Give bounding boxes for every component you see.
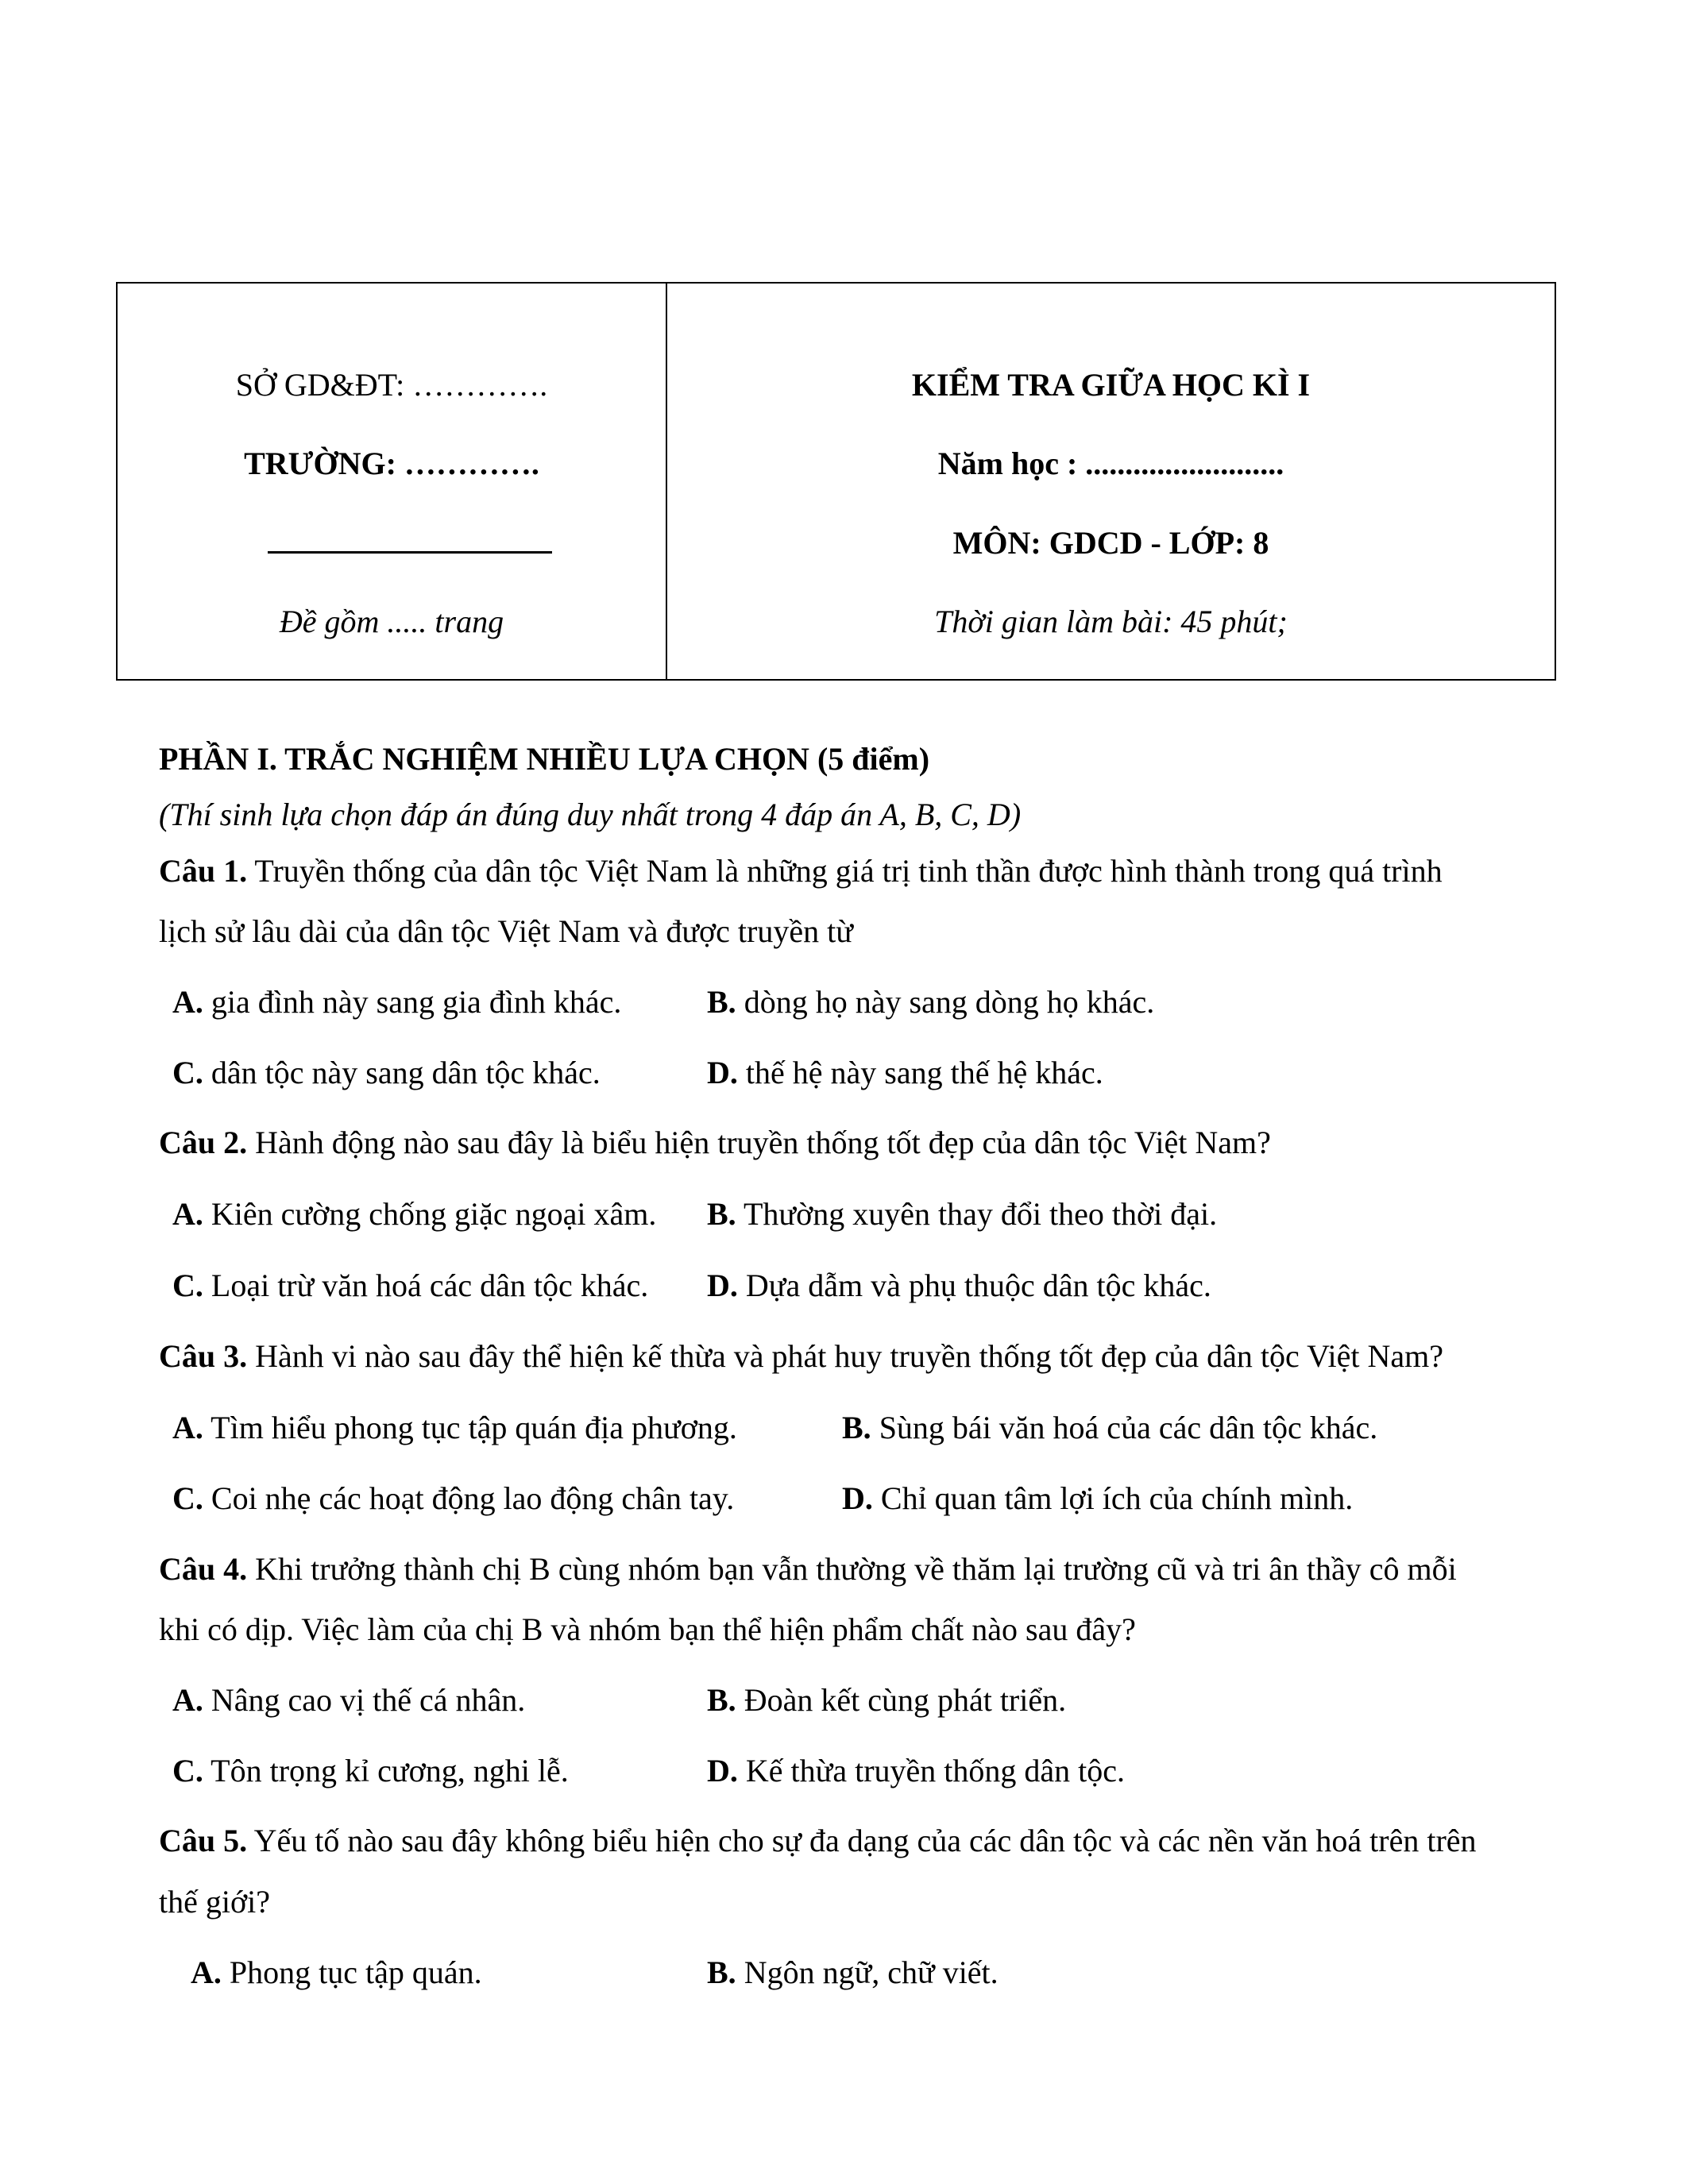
option-letter: B. [842, 1410, 871, 1445]
question-5-option-b [707, 1954, 999, 1992]
question-text: Yếu tố nào sau đây không biểu hiện cho sự đa dạng của các dân tộc và các nền văn hoá trên trên [247, 1823, 1477, 1858]
question-2-option-b [707, 1195, 1217, 1233]
question-1-option-d [707, 1054, 1103, 1092]
option-letter: A. [172, 1410, 203, 1445]
option-text: Tôn trọng kỉ cương, nghi lễ. [203, 1753, 569, 1788]
question-5-option-a [191, 1954, 482, 1992]
option-text: Sùng bái văn hoá của các dân tộc khác. [871, 1410, 1378, 1445]
question-3-option-d [842, 1480, 1353, 1518]
duration-line: Thời gian làm bài: 45 phút; [934, 604, 1288, 639]
question-3-option-b [842, 1409, 1377, 1447]
question-1-option-c [172, 1054, 601, 1092]
option-text: Tìm hiểu phong tục tập quán địa phương. [203, 1410, 737, 1445]
option-letter: A. [172, 984, 203, 1020]
question-5-line-2: thế giới? [159, 1884, 270, 1920]
question-2-option-c [172, 1267, 648, 1305]
school-year: Năm học : ......................... [937, 446, 1284, 481]
option-text: thế hệ này sang thế hệ khác. [737, 1055, 1103, 1090]
option-text: Kiên cường chống giặc ngoại xâm. [203, 1196, 657, 1232]
header-left-cell [118, 284, 667, 679]
option-text: Chỉ quan tâm lợi ích của chính mình. [872, 1480, 1354, 1516]
option-text: Thường xuyên thay đổi theo thời đại. [736, 1196, 1218, 1232]
question-label: Câu 4. [159, 1551, 248, 1587]
question-1-option-b [707, 983, 1154, 1021]
option-letter: C. [172, 1268, 203, 1303]
option-text: Dựa dẫm và phụ thuộc dân tộc khác. [737, 1268, 1211, 1303]
option-text: Đoàn kết cùng phát triển. [736, 1682, 1067, 1718]
question-text: Khi trưởng thành chị B cùng nhóm bạn vẫn thường về thăm lại trường cũ và tri ân thầy cô mỗi [247, 1551, 1457, 1587]
question-2-line-1 [159, 1124, 1271, 1162]
option-letter: D. [842, 1480, 873, 1516]
question-label: Câu 5. [159, 1823, 248, 1858]
question-3-option-a [172, 1409, 737, 1447]
option-letter: B. [707, 984, 736, 1020]
question-3-option-c [172, 1480, 734, 1518]
option-text: Nâng cao vị thế cá nhân. [203, 1682, 526, 1718]
section-instruction: (Thí sinh lựa chọn đáp án đúng duy nhất trong 4 đáp án A, B, C, D) [159, 797, 1022, 832]
question-text: Hành động nào sau đây là biểu hiện truyền thống tốt đẹp của dân tộc Việt Nam? [247, 1125, 1271, 1160]
option-text: Loại trừ văn hoá các dân tộc khác. [203, 1268, 649, 1303]
option-letter: B. [707, 1682, 736, 1718]
question-1-option-a [172, 983, 621, 1021]
option-text: Ngôn ngữ, chữ viết. [736, 1954, 999, 1990]
option-text: Kế thừa truyền thống dân tộc. [737, 1753, 1125, 1788]
option-text: Phong tục tập quán. [221, 1954, 482, 1990]
option-letter: C. [172, 1753, 203, 1788]
question-1-line-1 [159, 852, 1443, 890]
question-2-option-d [707, 1267, 1211, 1305]
question-label: Câu 1. [159, 853, 248, 889]
question-text: Hành vi nào sau đây thể hiện kế thừa và phát huy truyền thống tốt đẹp của dân tộc Việt Nam? [247, 1338, 1444, 1374]
question-4-option-d [707, 1752, 1125, 1790]
question-2-option-a [172, 1195, 656, 1233]
option-letter: C. [172, 1055, 203, 1090]
question-3-line-1 [159, 1337, 1443, 1376]
section-title: PHẦN I. TRẮC NGHIỆM NHIỀU LỰA CHỌN (5 điểm) [159, 741, 930, 777]
question-text: Truyền thống của dân tộc Việt Nam là những giá trị tinh thần được hình thành trong quá trình [247, 853, 1443, 889]
option-letter: A. [172, 1196, 203, 1232]
question-label: Câu 3. [159, 1338, 248, 1374]
option-text: dòng họ này sang dòng họ khác. [736, 984, 1155, 1020]
pages-note: Đề gồm ..... trang [279, 604, 504, 639]
department-line: SỞ GD&ĐT: …………. [235, 367, 548, 403]
header-right-cell [667, 284, 1555, 679]
header-divider-rule [268, 551, 552, 554]
option-text: dân tộc này sang dân tộc khác. [203, 1055, 601, 1090]
option-letter: B. [707, 1196, 736, 1232]
question-4-line-1 [159, 1550, 1457, 1588]
option-text: gia đình này sang gia đình khác. [203, 984, 622, 1020]
option-letter: C. [172, 1480, 203, 1516]
option-letter: A. [172, 1682, 203, 1718]
exam-title: KIỂM TRA GIỮA HỌC KÌ I [911, 367, 1311, 403]
option-letter: A. [191, 1954, 222, 1990]
question-4-line-2: khi có dịp. Việc làm của chị B và nhóm bạn thể hiện phẩm chất nào sau đây? [159, 1611, 1136, 1647]
question-4-option-c [172, 1752, 569, 1790]
question-5-line-1 [159, 1822, 1477, 1860]
question-label: Câu 2. [159, 1125, 248, 1160]
option-letter: D. [707, 1268, 738, 1303]
subject-line: MÔN: GDCD - LỚP: 8 [952, 525, 1269, 561]
option-letter: D. [707, 1055, 738, 1090]
question-1-line-2: lịch sử lâu dài của dân tộc Việt Nam và được truyền từ [159, 913, 853, 949]
question-4-option-b [707, 1681, 1066, 1719]
option-text: Coi nhẹ các hoạt động lao động chân tay. [203, 1480, 735, 1516]
option-letter: D. [707, 1753, 738, 1788]
option-letter: B. [707, 1954, 736, 1990]
school-line: TRƯỜNG: …………. [244, 446, 539, 481]
exam-header-box [116, 282, 1556, 681]
question-4-option-a [172, 1681, 525, 1719]
